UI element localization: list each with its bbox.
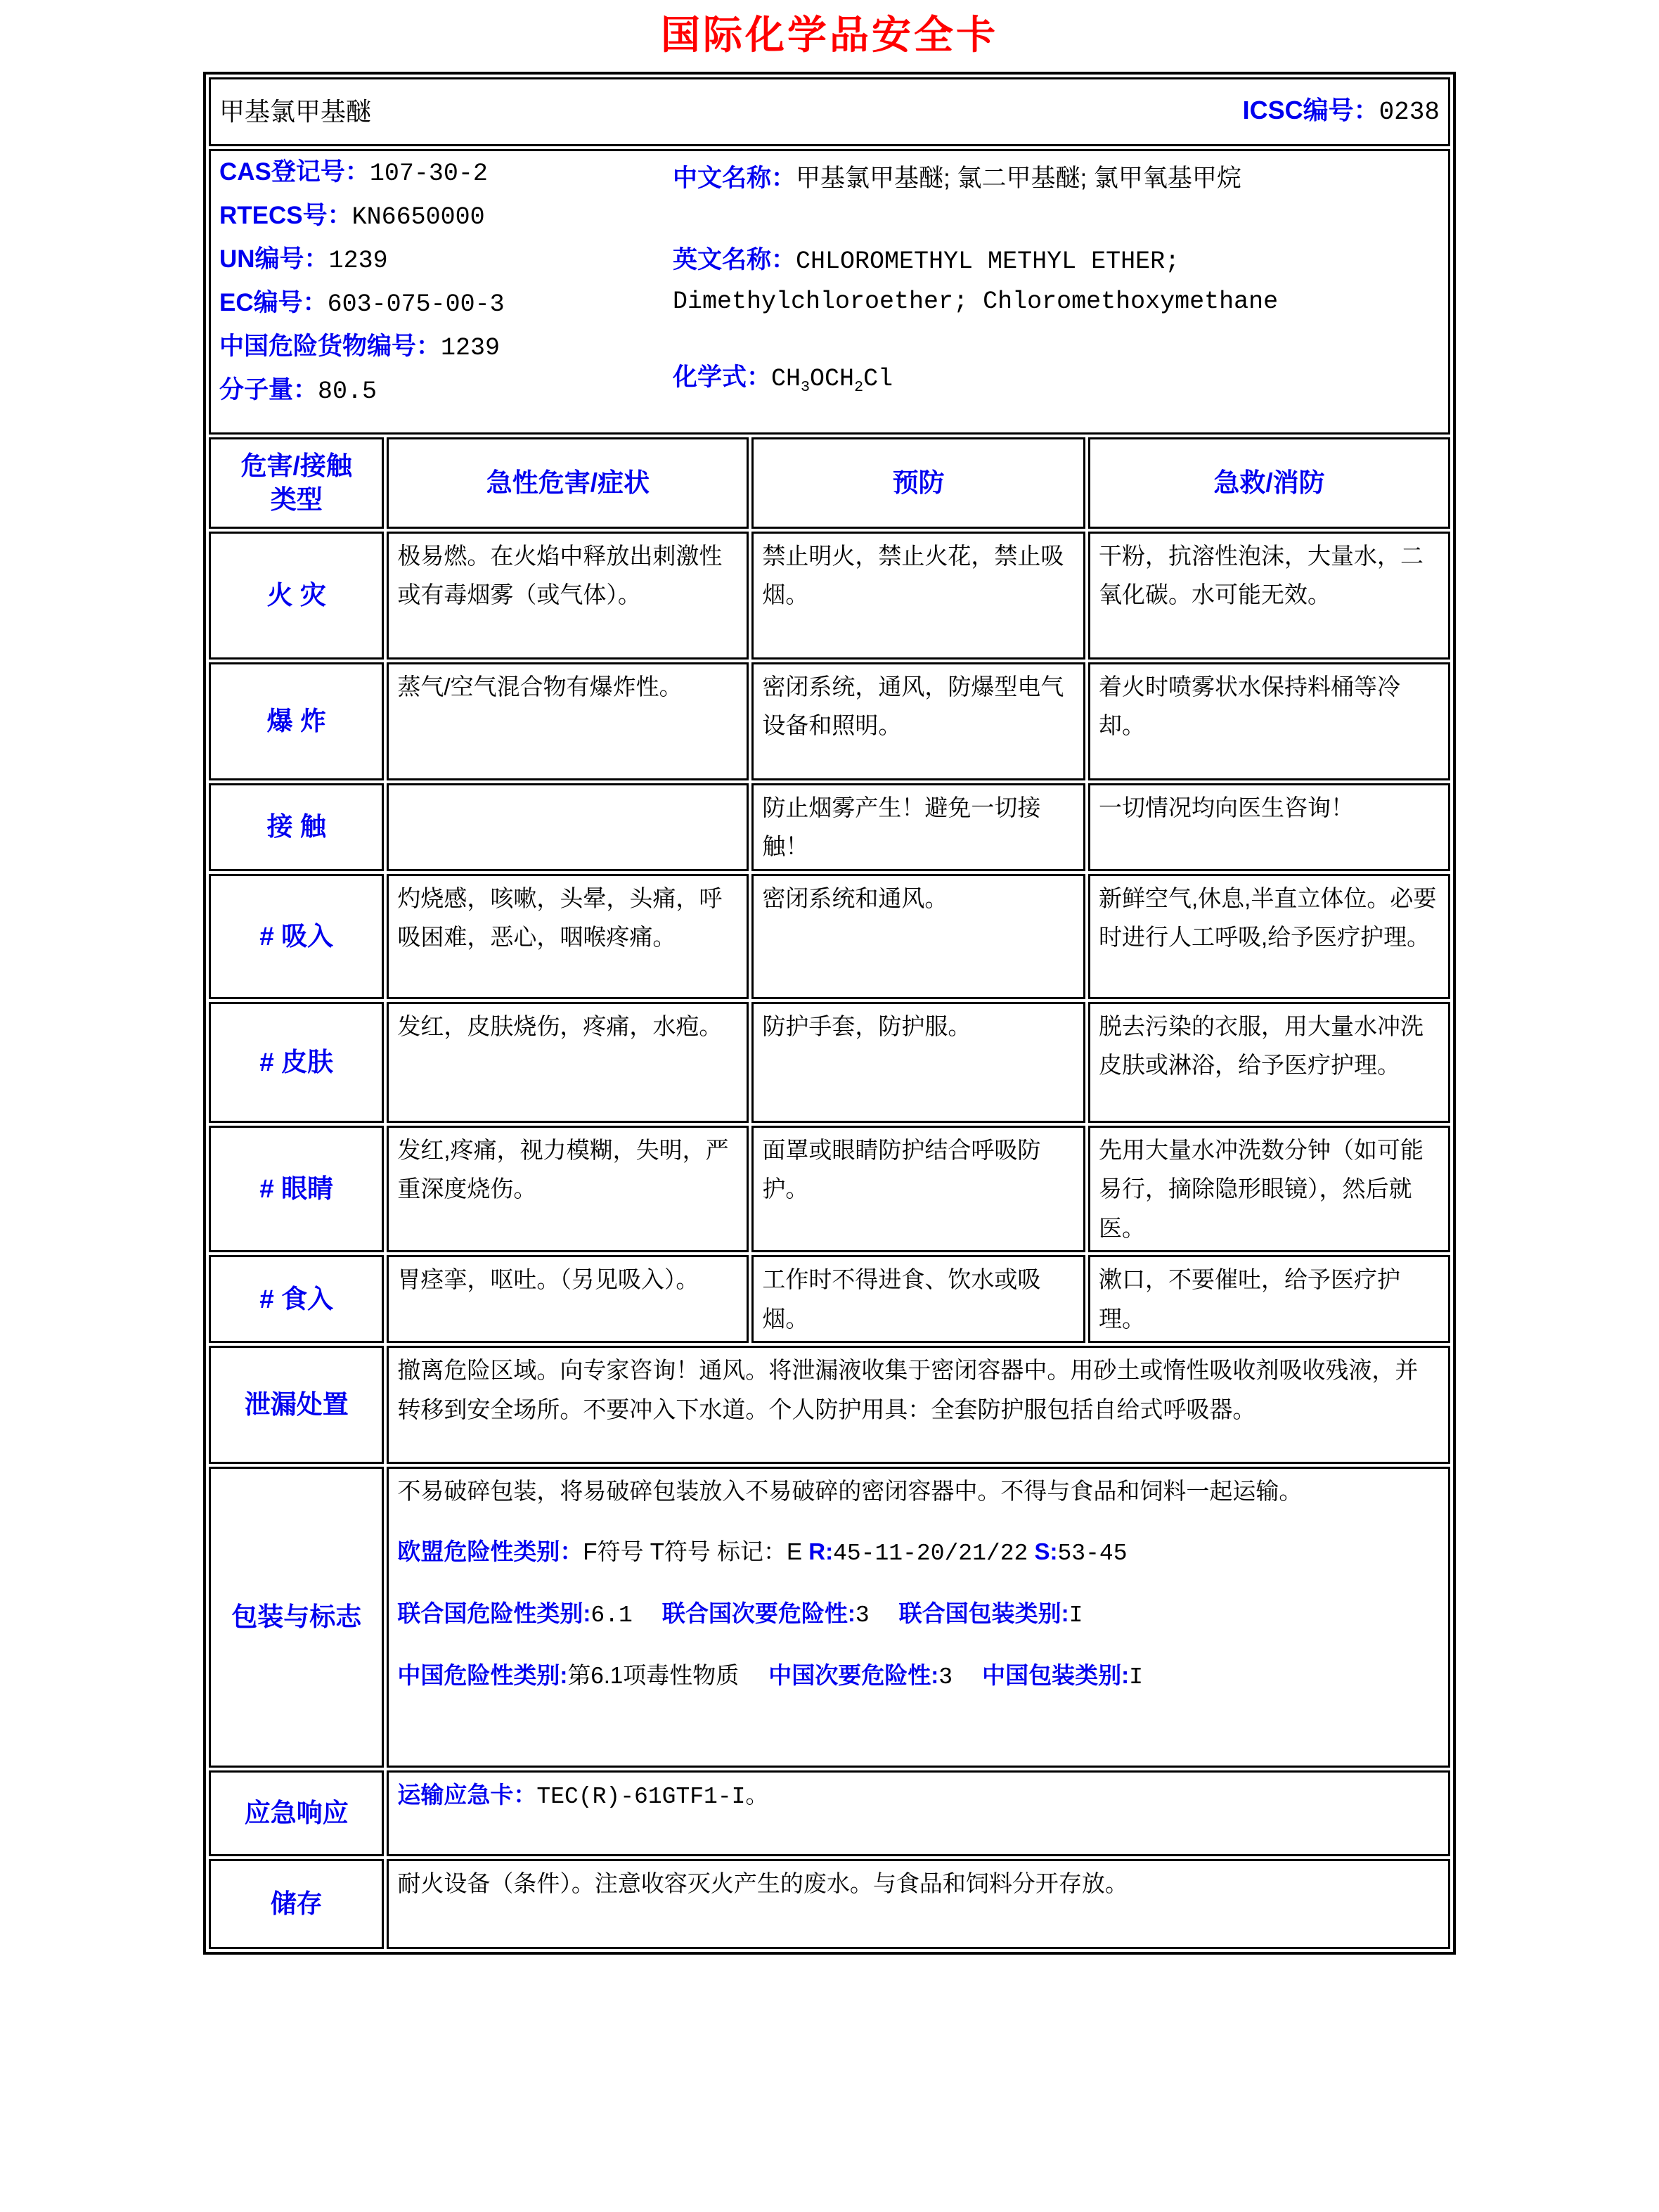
row-skin-label: # 皮肤 <box>209 1002 384 1123</box>
row-eyes <box>209 1126 1450 1252</box>
row-inhalation-label: # 吸入 <box>209 874 384 999</box>
row-explosion-prevention: 密闭系统，通风，防爆型电气设备和照明。 <box>751 662 1085 780</box>
row-eyes-response: 先用大量水冲洗数分钟（如可能易行，摘除隐形眼镜），然后就医。 <box>1088 1126 1450 1252</box>
row-eyes-label: # 眼睛 <box>209 1126 384 1252</box>
row-exposure-symptoms <box>387 783 749 871</box>
icsc-number-value: 0238 <box>1379 98 1440 127</box>
identity-row <box>209 149 1450 435</box>
title-row <box>209 77 1450 146</box>
hazard-header-symptoms: 急性危害/症状 <box>387 437 749 529</box>
row-explosion <box>209 662 1450 780</box>
row-fire-prevention: 禁止明火，禁止火花，禁止吸烟。 <box>751 532 1085 660</box>
china-dg-number: 中国危险货物编号：1239 <box>219 333 501 362</box>
packaging-eu-classification: 欧盟危险性类别：F符号 T符号 标记：E R:45-11-20/21/22 S:53-45 <box>397 1538 1128 1567</box>
packaging-cn-classification: 中国危险性类别:第6.1项毒性物质 中国次要危险性:3 中国包装类别:I <box>397 1662 1143 1691</box>
row-emergency <box>209 1770 1450 1856</box>
chinese-names: 中文名称：甲基氯甲基醚; 氯二甲基醚; 氯甲氧基甲烷 <box>673 165 1241 192</box>
rtecs-number: RTECS号：KN6650000 <box>219 202 485 231</box>
row-skin <box>209 1002 1450 1123</box>
row-eyes-prevention: 面罩或眼睛防护结合呼吸防护。 <box>751 1126 1085 1252</box>
row-inhalation-prevention: 密闭系统和通风。 <box>751 874 1085 999</box>
identity-row-cell <box>209 149 1450 435</box>
icsc-card-table <box>203 72 1456 1955</box>
row-inhalation-response: 新鲜空气,休息,半直立体位。必要时进行人工呼吸,给予医疗护理。 <box>1088 874 1450 999</box>
hazard-header-type: 危害/接触 类型 <box>209 437 384 529</box>
icsc-document <box>0 4 1659 1955</box>
icsc-number-label: ICSC编号： <box>1242 96 1379 125</box>
transport-card-label: 运输应急卡： <box>397 1782 537 1808</box>
row-storage <box>209 1859 1450 1949</box>
hazard-header-response: 急救/消防 <box>1088 437 1450 529</box>
packaging-un-classification: 联合国危险性类别:6.1 联合国次要危险性:3 联合国包装类别:I <box>397 1600 1083 1628</box>
cas-number: CAS登记号：107-30-2 <box>219 158 488 188</box>
row-emergency-label: 应急响应 <box>209 1770 384 1856</box>
row-ingestion-symptoms: 胃痉挛，呕吐。（另见吸入）。 <box>387 1255 749 1343</box>
icsc-number <box>1243 89 1440 134</box>
row-spillage-label: 泄漏处置 <box>209 1346 384 1464</box>
row-packaging-label: 包装与标志 <box>209 1467 384 1768</box>
row-storage-label: 储存 <box>209 1859 384 1949</box>
row-skin-response: 脱去污染的衣服，用大量水冲洗皮肤或淋浴，给予医疗护理。 <box>1088 1002 1450 1123</box>
row-ingestion-prevention: 工作时不得进食、饮水或吸烟。 <box>751 1255 1085 1343</box>
row-exposure-prevention: 防止烟雾产生！避免一切接触！ <box>751 783 1085 871</box>
row-ingestion-response: 漱口，不要催吐，给予医疗护理。 <box>1088 1255 1450 1343</box>
packaging-transport-note: 不易破碎包装，将易破碎包装放入不易破碎的密闭容器中。不得与食品和饲料一起运输。 <box>397 1478 1303 1505</box>
english-names: 英文名称：CHLOROMETHYL METHYL ETHER; Dimethylchloroether; Chloromethoxymethane <box>673 246 1279 316</box>
molecular-weight: 分子量：80.5 <box>219 376 377 406</box>
row-skin-symptoms: 发红，皮肤烧伤，疼痛，水疱。 <box>387 1002 749 1123</box>
row-spillage-text: 撤离危险区域。向专家咨询！通风。将泄漏液收集于密闭容器中。用砂土或惰性吸收剂吸收残液，并转移到安全场所。不要冲入下水道。个人防护用具：全套防护服包括自给式呼吸器。 <box>387 1346 1450 1464</box>
hazard-header-prevention: 预防 <box>751 437 1085 529</box>
row-explosion-label: 爆 炸 <box>209 662 384 780</box>
row-emergency-content <box>387 1770 1450 1856</box>
page-title: 国际化学品安全卡 <box>661 13 998 57</box>
row-spillage <box>209 1346 1450 1464</box>
row-inhalation <box>209 874 1450 999</box>
row-inhalation-symptoms: 灼烧感，咳嗽，头晕，头痛，呼吸困难，恶心，咽喉疼痛。 <box>387 874 749 999</box>
name-block <box>673 154 1440 421</box>
row-fire-label: 火 灾 <box>209 532 384 660</box>
title-row-cell <box>209 77 1450 146</box>
row-ingestion-label: # 食入 <box>209 1255 384 1343</box>
identifier-list <box>219 154 673 421</box>
row-storage-text: 耐火设备（条件）。注意收容灭火产生的废水。与食品和饲料分开存放。 <box>387 1859 1450 1949</box>
row-fire-response: 干粉，抗溶性泡沫，大量水，二氧化碳。水可能无效。 <box>1088 532 1450 660</box>
row-fire <box>209 532 1450 660</box>
row-explosion-symptoms: 蒸气/空气混合物有爆炸性。 <box>387 662 749 780</box>
ec-number: EC编号：603-075-00-3 <box>219 289 505 319</box>
hazard-header-row <box>209 437 1450 529</box>
row-ingestion <box>209 1255 1450 1343</box>
chemical-formula: 化学式：$CH_3OCH_2Cl$ <box>673 363 893 396</box>
row-fire-symptoms: 极易燃。在火焰中释放出刺激性或有毒烟雾（或气体）。 <box>387 532 749 660</box>
row-exposure-response: 一切情况均向医生咨询！ <box>1088 783 1450 871</box>
row-exposure-label: 接 触 <box>209 783 384 871</box>
row-eyes-symptoms: 发红,疼痛，视力模糊，失明，严重深度烧伤。 <box>387 1126 749 1252</box>
row-packaging <box>209 1467 1450 1768</box>
row-explosion-response: 着火时喷雾状水保持料桶等冷却。 <box>1088 662 1450 780</box>
un-number: UN编号：1239 <box>219 245 388 275</box>
row-exposure <box>209 783 1450 871</box>
chemical-name: 甲基氯甲基醚 <box>219 96 372 126</box>
row-skin-prevention: 防护手套，防护服。 <box>751 1002 1085 1123</box>
transport-card-value: TEC(R)-61GTF1-I。 <box>536 1784 769 1811</box>
row-packaging-content <box>387 1467 1450 1768</box>
